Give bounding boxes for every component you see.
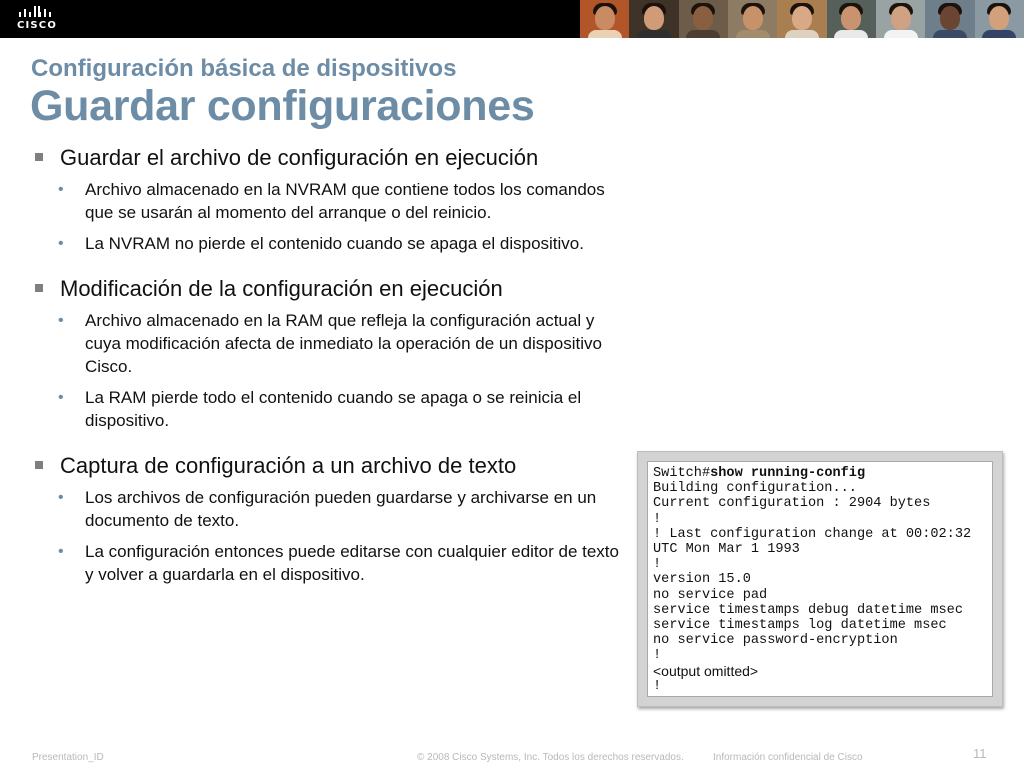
photo-face xyxy=(644,6,664,30)
photo-face xyxy=(891,6,911,30)
slide-title: Guardar configuraciones xyxy=(30,82,535,130)
section-heading: Guardar el archivo de configuración en ejecución xyxy=(60,145,539,170)
terminal-command: show running-config xyxy=(710,466,866,481)
bullet-text: Los archivos de configuración pueden guardarse y archivarse en un documento de texto. xyxy=(85,488,597,530)
square-bullet-icon xyxy=(35,284,43,292)
terminal-line: Current configuration : 2904 bytes xyxy=(653,496,931,512)
photo-shirt xyxy=(686,30,720,38)
header-photo xyxy=(925,0,974,38)
header-photo xyxy=(876,0,925,38)
terminal-line: version 15.0 xyxy=(653,572,751,588)
section-heading: Captura de configuración a un archivo de texto xyxy=(60,453,517,478)
footer-confidential: Información confidencial de Cisco xyxy=(713,752,863,763)
terminal-last-line: ! xyxy=(653,678,662,694)
section-1 xyxy=(32,144,632,255)
photo-face xyxy=(693,6,713,30)
round-bullet-icon: • xyxy=(58,389,64,406)
bullet-text: Archivo almacenado en la RAM que refleja la configuración actual y cuya modificación afecta de inmediato la operación de un dispositivo Cisco. xyxy=(85,311,602,376)
terminal-line: ! xyxy=(653,511,662,527)
slide-content xyxy=(32,144,632,594)
terminal-command-line xyxy=(653,466,992,481)
bullet-text: La configuración entonces puede editarse con cualquier editor de texto y volver a guardarla en el dispositivo. xyxy=(85,542,619,584)
level1-bullet xyxy=(32,275,632,303)
photo-face xyxy=(841,6,861,30)
logo-text: CISCO xyxy=(16,20,58,31)
photo-shirt xyxy=(884,30,918,38)
level2-bullet xyxy=(32,309,632,378)
terminal-frame xyxy=(637,451,1003,707)
photo-shirt xyxy=(736,30,770,38)
level2-bullet xyxy=(32,386,632,432)
terminal-line: no service password-encryption xyxy=(653,633,898,649)
round-bullet-icon: • xyxy=(58,312,64,329)
terminal-prompt: Switch# xyxy=(653,466,711,481)
header-photo xyxy=(777,0,826,38)
bullet-text: La NVRAM no pierde el contenido cuando se apaga el dispositivo. xyxy=(85,234,584,253)
terminal-line: service timestamps log datetime msec xyxy=(653,618,947,634)
level1-bullet xyxy=(32,452,632,480)
level1-bullet xyxy=(32,144,632,172)
photo-strip xyxy=(580,0,1024,38)
level2-bullet xyxy=(32,178,632,224)
level2-bullet xyxy=(32,540,632,586)
round-bullet-icon: • xyxy=(58,181,64,198)
section-heading: Modificación de la configuración en ejecución xyxy=(60,276,503,301)
section-3 xyxy=(32,452,632,586)
terminal-line: UTC Mon Mar 1 1993 xyxy=(653,542,800,558)
terminal-lines xyxy=(653,481,992,663)
bullet-text: La RAM pierde todo el contenido cuando se apaga o se reinicia el dispositivo. xyxy=(85,388,582,430)
header-photo xyxy=(827,0,876,38)
page-number: 11 xyxy=(973,746,987,761)
slide-subtitle: Configuración básica de dispositivos xyxy=(31,55,457,82)
header-bar xyxy=(0,0,1024,38)
header-photo xyxy=(679,0,728,38)
terminal-line: ! xyxy=(653,648,662,664)
photo-shirt xyxy=(785,30,819,38)
bullet-text: Archivo almacenado en la NVRAM que contiene todos los comandos que se usarán al momento del arranque o del reinicio. xyxy=(85,180,605,222)
round-bullet-icon: • xyxy=(58,489,64,506)
header-photo xyxy=(728,0,777,38)
footer-copyright: © 2008 Cisco Systems, Inc. Todos los derechos reservados. xyxy=(417,752,684,763)
cisco-logo xyxy=(14,6,60,34)
photo-shirt xyxy=(588,30,622,38)
photo-shirt xyxy=(982,30,1016,38)
photo-shirt xyxy=(933,30,967,38)
terminal-line: service timestamps debug datetime msec xyxy=(653,602,963,618)
level2-bullet xyxy=(32,486,632,532)
terminal-line: no service pad xyxy=(653,587,768,603)
section-2 xyxy=(32,275,632,432)
photo-face xyxy=(743,6,763,30)
level2-bullet xyxy=(32,232,632,255)
header-photo xyxy=(580,0,629,38)
photo-face xyxy=(595,6,615,30)
photo-face xyxy=(989,6,1009,30)
terminal-line: Building configuration... xyxy=(653,481,857,497)
terminal-omitted: <output omitted> xyxy=(653,662,759,679)
photo-shirt xyxy=(637,30,671,38)
photo-shirt xyxy=(834,30,868,38)
header-photo xyxy=(629,0,678,38)
photo-face xyxy=(792,6,812,30)
square-bullet-icon xyxy=(35,153,43,161)
terminal-output xyxy=(647,461,993,697)
cisco-bridge-logo-icon xyxy=(14,6,60,19)
footer-presentation-id: Presentation_ID xyxy=(32,752,104,763)
round-bullet-icon: • xyxy=(58,235,64,252)
terminal-line: ! xyxy=(653,557,662,573)
round-bullet-icon: • xyxy=(58,543,64,560)
square-bullet-icon xyxy=(35,461,43,469)
terminal-line: ! Last configuration change at 00:02:32 xyxy=(653,526,972,542)
header-photo xyxy=(975,0,1024,38)
photo-face xyxy=(940,6,960,30)
